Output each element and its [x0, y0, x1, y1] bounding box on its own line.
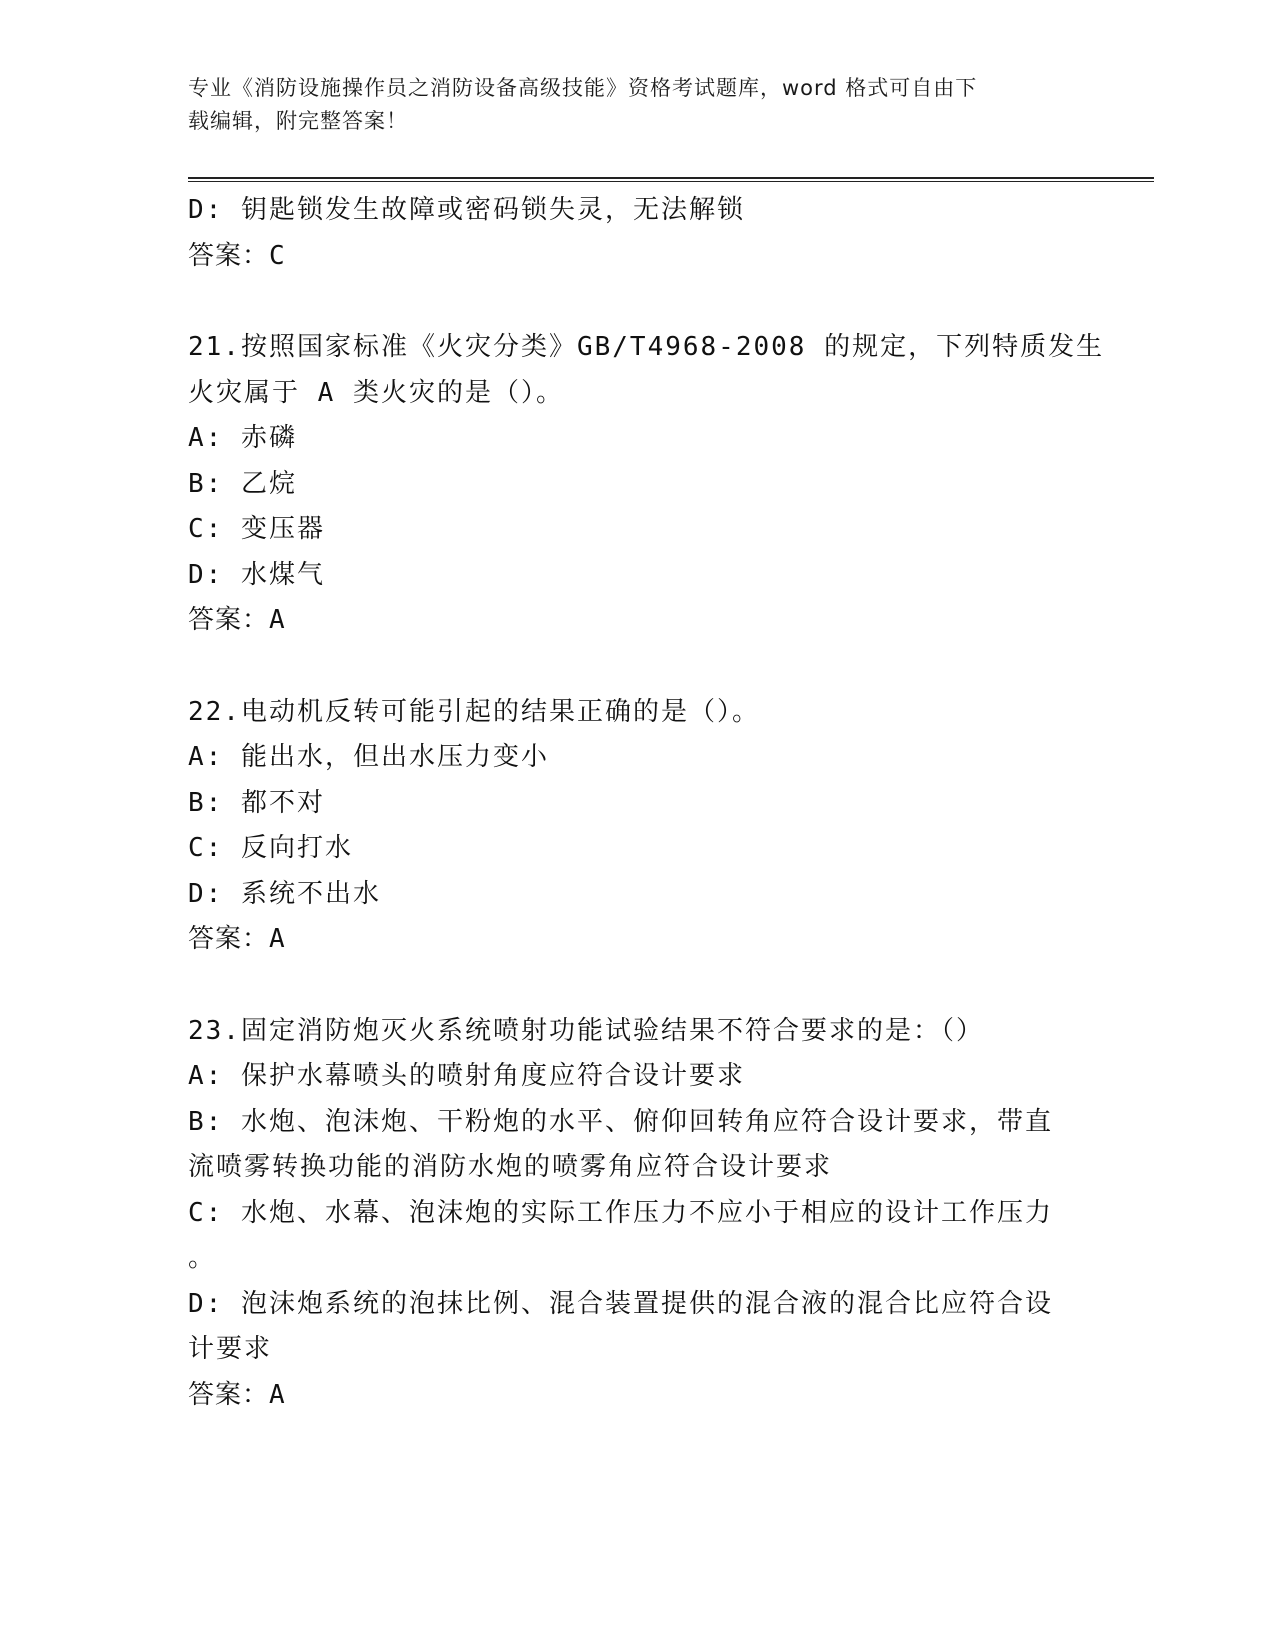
- option-b: B: 都不对: [188, 787, 325, 818]
- option-b-cont: 流喷雾转换功能的消防水炮的喷雾角应符合设计要求: [188, 1152, 833, 1182]
- answer-value: C: [269, 240, 286, 271]
- option-d-cont: 计要求: [188, 1334, 273, 1364]
- option-b: B: 水炮、泡沫炮、干粉炮的水平、俯仰回转角应符合设计要求，带直: [188, 1106, 1053, 1137]
- question-stem: 22.电动机反转可能引起的结果正确的是（）。: [188, 696, 760, 727]
- option-b: B: 乙烷: [188, 468, 297, 499]
- option-a: A: 保护水幕喷头的喷射角度应符合设计要求: [188, 1061, 745, 1091]
- header-line-1: 专业《消防设施操作员之消防设备高级技能》资格考试题库，word 格式可自由下: [188, 76, 978, 100]
- answer-value: A: [269, 1379, 286, 1410]
- question-stem: 23.固定消防炮灭火系统喷射功能试验结果不符合要求的是：（）: [188, 1015, 984, 1046]
- spacer: [188, 279, 1088, 325]
- question-23: [188, 1009, 1088, 1419]
- option-c: C: 水炮、水幕、泡沫炮的实际工作压力不应小于相应的设计工作压力: [188, 1197, 1053, 1228]
- option-d: D: 系统不出水: [188, 878, 381, 909]
- option-d: D: 钥匙锁发生故障或密码锁失灵，无法解锁: [188, 195, 745, 225]
- answer-label: 答案：: [188, 605, 270, 635]
- question-stem: 21.按照国家标准《火灾分类》GB/T4968-2008 的规定，下列特质发生: [188, 332, 1105, 362]
- question-content: [188, 188, 1105, 1418]
- spacer: [188, 963, 1088, 1009]
- answer-label: 答案：: [188, 240, 270, 271]
- answer: [188, 1373, 1088, 1419]
- option-c: C: 反向打水: [188, 833, 353, 863]
- question-stem-cont: 火灾属于 A 类火灾的是（）。: [188, 377, 564, 408]
- answer-value: A: [269, 924, 286, 954]
- prev-question-tail: [188, 188, 1088, 279]
- header-divider: [188, 177, 1154, 182]
- header-line-2: 载编辑，附完整答案！: [188, 109, 408, 133]
- option-d: D: 泡沫炮系统的泡抹比例、混合装置提供的混合液的混合比应符合设: [188, 1288, 1053, 1319]
- answer: [188, 598, 1088, 644]
- answer-label: 答案：: [188, 1379, 270, 1410]
- question-21: [188, 325, 1105, 644]
- question-22: [188, 690, 1088, 963]
- answer-label: 答案：: [188, 924, 270, 954]
- option-a: A: 赤磷: [188, 423, 297, 453]
- option-c: C: 变压器: [188, 514, 325, 544]
- option-c-cont: 。: [188, 1243, 217, 1273]
- option-a: A: 能出水，但出水压力变小: [188, 742, 549, 772]
- page-header: [188, 72, 1068, 138]
- answer-value: A: [269, 605, 286, 635]
- answer: [188, 234, 1088, 280]
- answer: [188, 917, 1088, 963]
- option-d: D: 水煤气: [188, 559, 325, 590]
- spacer: [188, 644, 1088, 690]
